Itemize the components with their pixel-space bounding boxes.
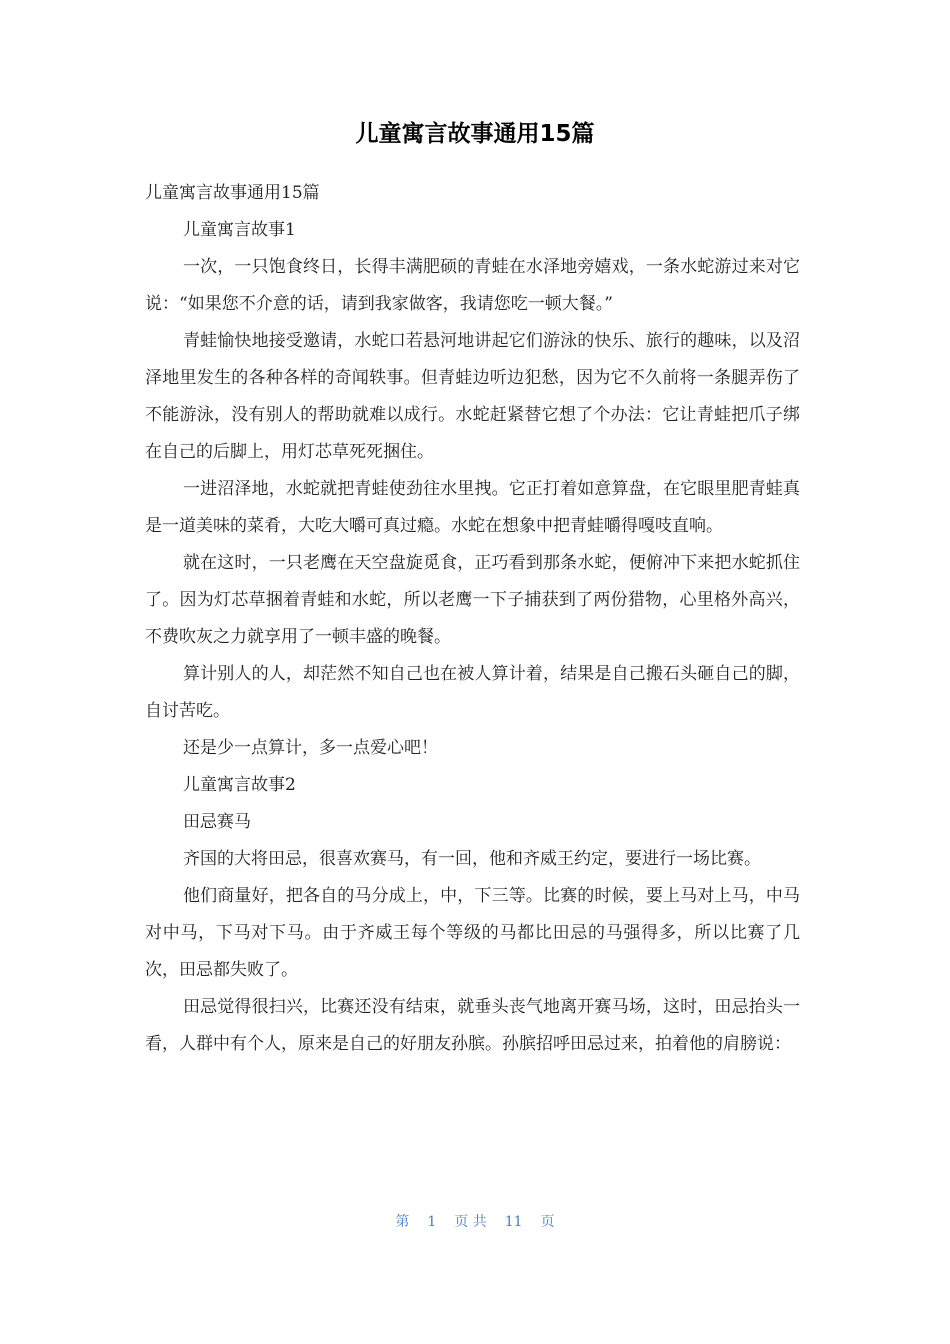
document-body — [145, 175, 800, 1063]
section-heading: 儿童寓言故事1 — [183, 220, 296, 240]
story-title: 田忌赛马 — [183, 812, 251, 832]
paragraph: 田忌觉得很扫兴，比赛还没有结束，就垂头丧气地离开赛马场，这时，田忌抬头一看，人群中有个人，原来是自己的好朋友孙膑。孙膑招呼田忌过来，拍着他的肩膀说： — [145, 997, 800, 1054]
document-title: 儿童寓言故事通用15篇 — [355, 121, 595, 147]
paragraph: 儿童寓言故事通用15篇 — [145, 183, 320, 203]
footer-ye: 页 — [540, 1214, 555, 1230]
paragraph: 青蛙愉快地接受邀请，水蛇口若悬河地讲起它们游泳的快乐、旅行的趣味，以及沼泽地里发生的各种各样的奇闻轶事。但青蛙边听边犯愁，因为它不久前将一条腿弄伤了不能游泳，没有别人的帮助就难以成行。水蛇赶紧替它想了个办法：它让青蛙把爪子绑在自己的后脚上，用灯芯草死死捆住。 — [145, 331, 800, 462]
paragraph: 还是少一点算计，多一点爱心吧！ — [183, 738, 438, 758]
footer-ye-gong: 页 共 — [454, 1214, 487, 1230]
paragraph: 算计别人的人，却茫然不知自己也在被人算计着，结果是自己搬石头砸自己的脚，自讨苦吃。 — [145, 664, 800, 721]
footer-total-pages: 11 — [504, 1214, 523, 1230]
section-heading: 儿童寓言故事2 — [183, 775, 296, 795]
paragraph: 一次，一只饱食终日，长得丰满肥硕的青蛙在水泽地旁嬉戏，一条水蛇游过来对它说：“如果您不介意的话，请到我家做客，我请您吃一顿大餐。” — [145, 257, 800, 314]
footer-page-number: 1 — [427, 1214, 437, 1230]
paragraph: 齐国的大将田忌，很喜欢赛马，有一回，他和齐威王约定，要进行一场比赛。 — [183, 849, 761, 869]
footer-di: 第 — [395, 1214, 410, 1230]
paragraph: 他们商量好，把各自的马分成上，中，下三等。比赛的时候，要上马对上马，中马对中马，下马对下马。由于齐威王每个等级的马都比田忌的马强得多，所以比赛了几次，田忌都失败了。 — [145, 886, 800, 980]
paragraph: 就在这时，一只老鹰在天空盘旋觅食，正巧看到那条水蛇，便俯冲下来把水蛇抓住了。因为灯芯草捆着青蛙和水蛇，所以老鹰一下子捕获到了两份猎物，心里格外高兴，不费吹灰之力就享用了一顿丰盛的晚餐。 — [145, 553, 800, 647]
paragraph: 一进沼泽地，水蛇就把青蛙使劲往水里拽。它正打着如意算盘，在它眼里肥青蛙真是一道美味的菜肴，大吃大嚼可真过瘾。水蛇在想象中把青蛙嚼得嘎吱直响。 — [145, 479, 800, 536]
page-footer — [0, 1210, 950, 1234]
